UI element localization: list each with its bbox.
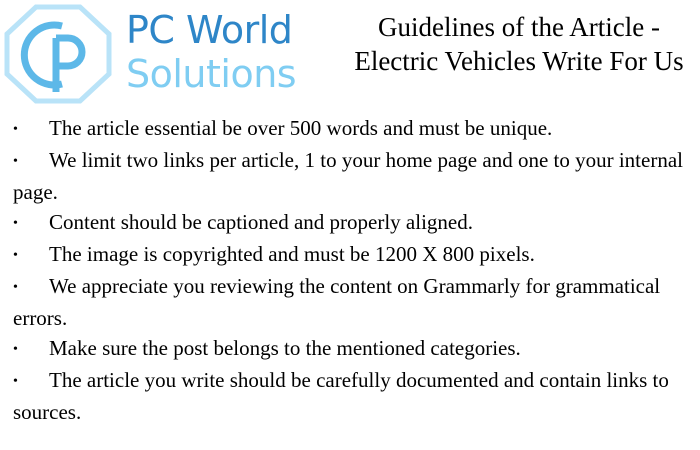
guidelines-list [13, 113, 697, 427]
bullet-icon: • [13, 122, 18, 137]
bullet-icon: • [13, 248, 18, 263]
list-item [13, 207, 697, 239]
octagon-cp-monogram-icon [4, 4, 112, 104]
page-title [338, 10, 700, 78]
bullet-icon: • [13, 154, 18, 169]
bullet-icon: • [13, 374, 18, 389]
bullet-icon: • [13, 280, 18, 295]
list-item [13, 145, 697, 207]
list-item-text: The article you write should be carefully documented and contain links to sources. [13, 368, 669, 424]
title-line1: Guidelines of the Article - [378, 12, 660, 42]
list-item [13, 271, 697, 333]
logo-name-line2: Solutions [126, 52, 297, 96]
bullet-icon: • [13, 342, 18, 357]
list-item [13, 239, 697, 271]
title-line2: Electric Vehicles Write For Us [354, 46, 684, 76]
bullet-icon: • [13, 216, 18, 231]
list-item [13, 113, 697, 145]
list-item [13, 333, 697, 365]
list-item-text: The image is copyrighted and must be 1200 X 800 pixels. [49, 242, 535, 266]
logo [4, 4, 334, 104]
logo-name-line1: PC World [126, 8, 293, 52]
list-item [13, 365, 697, 427]
list-item-text: We appreciate you reviewing the content on Grammarly for grammatical errors. [13, 274, 661, 330]
list-item-text: We limit two links per article, 1 to your home page and one to your internal page. [13, 148, 683, 204]
list-item-text: The article essential be over 500 words and must be unique. [49, 116, 553, 140]
list-item-text: Make sure the post belongs to the mentioned categories. [49, 336, 521, 360]
logo-wordmark [126, 10, 296, 98]
list-item-text: Content should be captioned and properly aligned. [49, 210, 473, 234]
